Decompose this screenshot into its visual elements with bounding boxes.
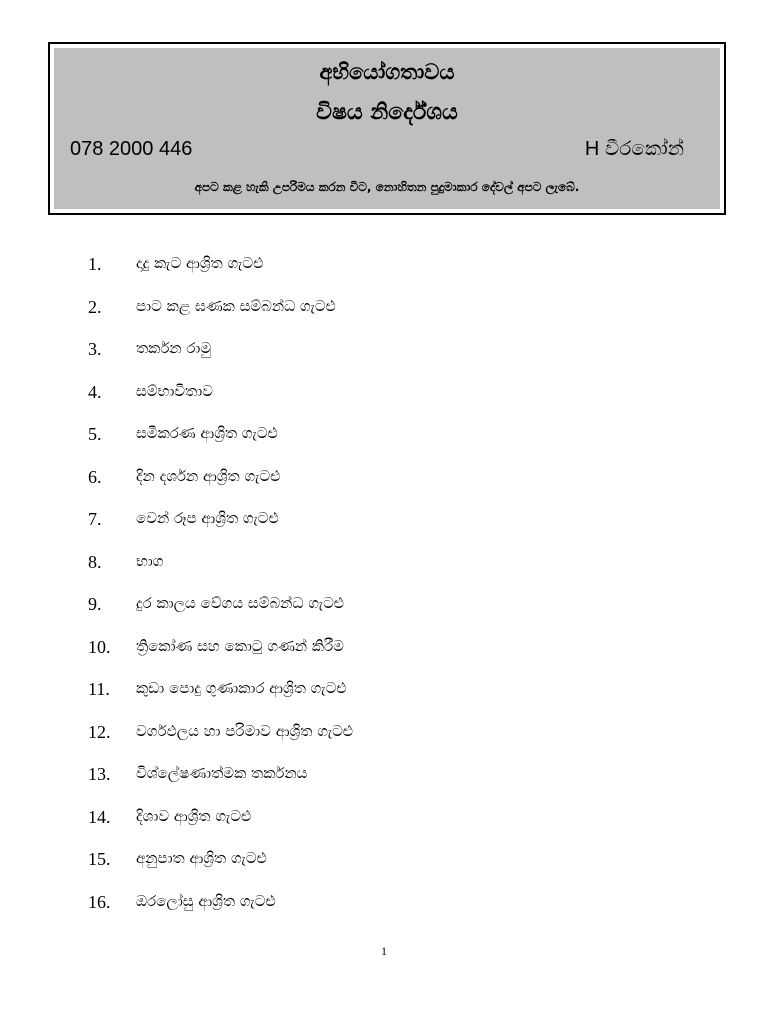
item-text: ඔරලෝසු ආශ්‍රිත ගැටළු	[136, 891, 276, 910]
list-item	[0, 712, 768, 755]
item-text: අනුපාත ආශ්‍රිත ගැටළු	[136, 849, 267, 867]
item-number: 5.	[88, 424, 102, 444]
item-number: 9.	[88, 594, 102, 614]
item-text: දිශාව ආශ්‍රිත ගැටළු	[136, 806, 252, 825]
item-text: භාග	[136, 551, 164, 570]
item-text: පාට කළ ඝණක සම්බන්ධ ගැටළු	[136, 296, 336, 315]
list-item	[0, 839, 768, 882]
item-number: 10.	[88, 636, 111, 657]
item-number: 7.	[88, 509, 102, 529]
item-text: ත්‍රිකෝණ සහ කොටු ගණන් කිරීම	[136, 636, 344, 655]
item-text: සමීකරණ ආශ්‍රිත ගැටළු	[136, 424, 278, 442]
list-item	[0, 882, 768, 925]
list-item	[0, 797, 768, 840]
list-item	[0, 372, 768, 415]
document-subtitle: විෂය නිර්දේශය	[316, 100, 458, 125]
topic-list	[0, 244, 768, 924]
author-name: H වීරකෝන්	[584, 138, 684, 160]
tagline: අපට කළ හැකි උපරිමය කරන විට, නොහිතන පුදුමාකාර දේවල් අපට ලැබේ.	[194, 180, 580, 194]
item-text: වෙන් රූප ආශ්‍රිත ගැටළු	[136, 509, 279, 527]
list-item	[0, 499, 768, 542]
item-number: 8.	[88, 551, 102, 572]
document-title: අභියෝගතාවය	[319, 60, 455, 84]
page-number: 1	[381, 944, 387, 958]
item-text: තර්කන රාමු	[136, 339, 212, 357]
item-number: 3.	[88, 339, 102, 359]
item-text: දුර කාලය වේගය සම්බන්ධ ගැටළු	[136, 594, 345, 612]
item-number: 13.	[88, 764, 111, 784]
item-number: 1.	[88, 254, 102, 274]
item-number: 2.	[88, 296, 102, 317]
item-number: 15.	[88, 849, 111, 869]
item-text: දාදු කැට ආශ්‍රිත ගැටළු	[136, 254, 264, 272]
list-item	[0, 542, 768, 585]
list-item	[0, 414, 768, 457]
item-number: 14.	[88, 806, 111, 827]
item-number: 12.	[88, 721, 111, 742]
list-item	[0, 287, 768, 330]
item-number: 16.	[88, 891, 111, 912]
header-panel	[54, 48, 720, 209]
item-text: සම්භාවිතාව	[136, 381, 213, 400]
list-item	[0, 754, 768, 797]
phone-number: 078 2000 446	[70, 138, 193, 160]
list-item	[0, 457, 768, 500]
list-item	[0, 669, 768, 712]
list-item	[0, 584, 768, 627]
list-item	[0, 627, 768, 670]
item-number: 4.	[88, 381, 102, 402]
item-text: දින දර්ශන ආශ්‍රිත ගැටළු	[136, 466, 281, 485]
item-text: කුඩා පොදු ගුණාකාර ආශ්‍රිත ගැටළු	[136, 679, 347, 697]
header-box	[48, 42, 726, 215]
item-number: 6.	[88, 466, 102, 487]
list-item	[0, 329, 768, 372]
item-text: විශ්ලේෂණාත්මක තර්කනය	[136, 764, 308, 782]
item-number: 11.	[88, 679, 110, 699]
item-text: වර්ගඵලය හා පරිමාව ආශ්‍රිත ගැටළු	[136, 721, 354, 740]
list-item	[0, 244, 768, 287]
